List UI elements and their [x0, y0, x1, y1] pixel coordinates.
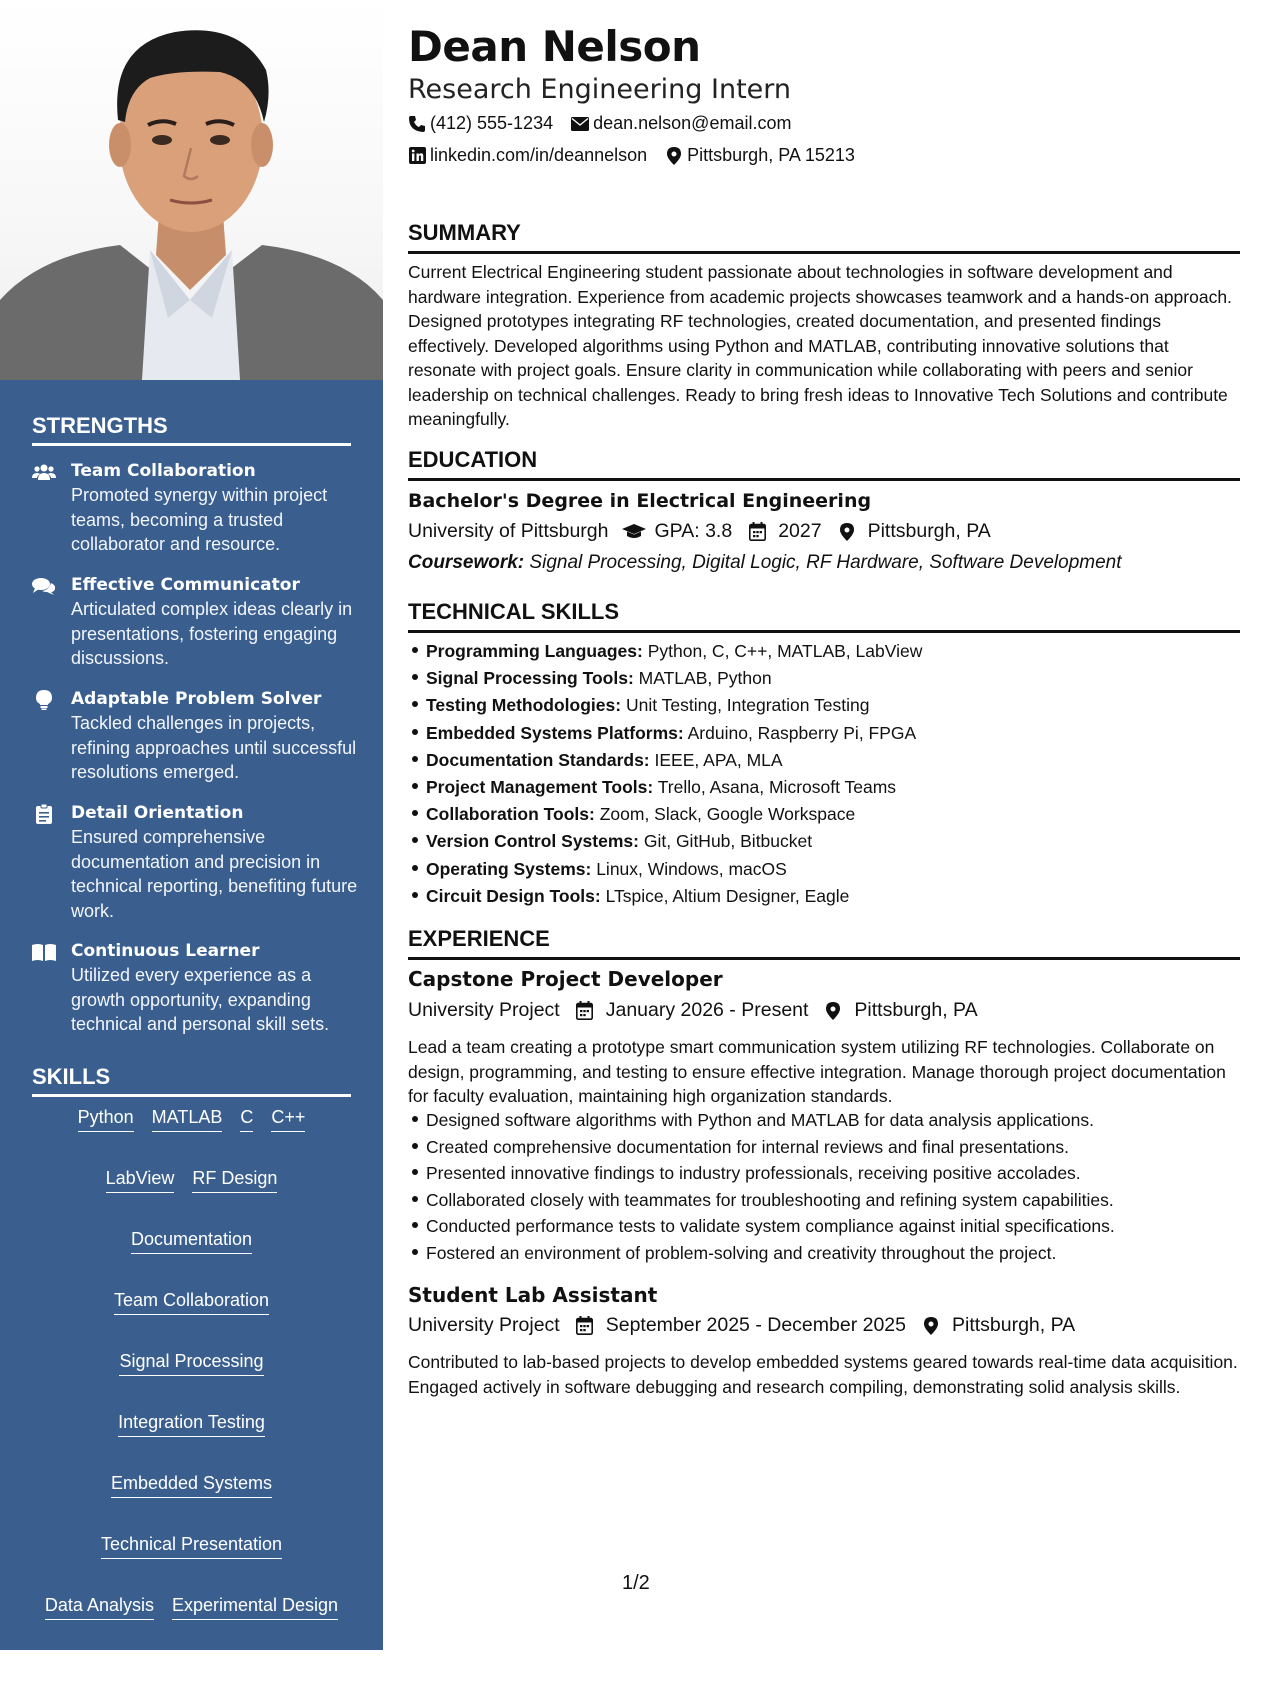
skill-tag: Team Collaboration	[114, 1288, 269, 1315]
education-location: Pittsburgh, PA	[867, 520, 991, 542]
list-item: Collaborated closely with teammates for troubleshooting and refining system capabilities.	[426, 1187, 1240, 1214]
list-item: Signal Processing Tools: MATLAB, Python	[426, 665, 1240, 692]
phone-number: (412) 555-1234	[430, 113, 554, 133]
list-item: Programming Languages: Python, C, C++, MATLAB, LabView	[426, 638, 1240, 665]
envelope-icon	[571, 115, 589, 133]
skill-tag: Documentation	[131, 1227, 252, 1254]
list-item: Version Control Systems: Git, GitHub, Bitbucket	[426, 828, 1240, 855]
skill-tag: Embedded Systems	[111, 1471, 272, 1498]
map-pin-icon	[822, 1001, 844, 1021]
location-contact	[665, 145, 855, 166]
map-pin-icon	[836, 522, 858, 542]
strength-title: Effective Communicator	[71, 575, 300, 595]
summary-text: Current Electrical Engineering student passionate about technologies in software development and hardware integration. Experience from academic projects showcases teamwork and a hands-on approach. Designed prototypes integrating RF technologies, created documentation, and presented findings effectively. Developed algorithms using Python and MATLAB, contributing innovative solutions that resonate with project goals. Ensure clarity in communication while collaborating with peers and senior leadership on technical challenges. Ready to bring fresh ideas to Innovative Tech Solutions and contribute meaningfully.	[408, 262, 1232, 429]
calendar-icon	[574, 1001, 596, 1021]
candidate-role: Research Engineering Intern	[408, 74, 792, 105]
linkedin-contact[interactable]	[408, 145, 647, 166]
degree-title: Bachelor's Degree in Electrical Engineering	[408, 490, 872, 512]
strength-item-detail-orientation	[32, 802, 362, 923]
strength-item-effective-communicator	[32, 574, 362, 671]
list-item: Embedded Systems Platforms: Arduino, Raspberry Pi, FPGA	[426, 720, 1240, 747]
skill-tag: C	[240, 1105, 253, 1132]
job-organization: University Project	[408, 1314, 560, 1336]
strength-description: Ensured comprehensive documentation and precision in technical reporting, benefiting future work.	[71, 827, 358, 921]
contact-row-2	[408, 145, 855, 166]
skill-tag: LabView	[106, 1166, 175, 1193]
coursework-line	[408, 552, 1122, 574]
list-item: Documentation Standards: IEEE, APA, MLA	[426, 747, 1240, 774]
list-item: Circuit Design Tools: LTspice, Altium Designer, Eagle	[426, 883, 1240, 910]
skill-tag: C++	[271, 1105, 305, 1132]
gpa: GPA: 3.8	[654, 520, 733, 542]
skill-tag: Integration Testing	[118, 1410, 265, 1437]
skill-tag: Signal Processing	[119, 1349, 263, 1376]
candidate-name: Dean Nelson	[408, 22, 701, 71]
list-item: Conducted performance tests to validate system compliance against initial specifications.	[426, 1213, 1240, 1240]
list-item: Designed software algorithms with Python and MATLAB for data analysis applications.	[426, 1107, 1240, 1134]
sidebar	[0, 0, 383, 1676]
job-title: Student Lab Assistant	[408, 1283, 658, 1307]
graduation-year: 2027	[778, 520, 822, 542]
skill-tag: Communication Skills	[105, 1654, 277, 1681]
job-summary: Contributed to lab-based projects to develop embedded systems geared towards real-time data acquisition. Engaged actively in software debugging and research compiling, demonstrating solid analysis skills.	[408, 1352, 1238, 1397]
strength-title: Continuous Learner	[71, 941, 260, 961]
strength-description: Articulated complex ideas clearly in presentations, fostering engaging discussions.	[71, 599, 353, 668]
page-number: 1/2	[622, 1572, 650, 1594]
coursework-list: Signal Processing, Digital Logic, RF Hardware, Software Development	[529, 552, 1122, 573]
summary-heading: SUMMARY	[408, 220, 1240, 254]
map-pin-icon	[920, 1316, 942, 1336]
linkedin-icon	[408, 147, 426, 165]
skill-tag: Data Analysis	[45, 1593, 154, 1620]
location-text: Pittsburgh, PA 15213	[687, 145, 855, 165]
strengths-heading: STRENGTHS	[32, 413, 351, 446]
strength-description: Utilized every experience as a growth opportunity, expanding technical and personal skill sets.	[71, 965, 330, 1034]
strength-item-team-collaboration	[32, 460, 362, 557]
job-bullets	[426, 1107, 1240, 1267]
users-icon	[32, 462, 56, 482]
job-dates: September 2025 - December 2025	[605, 1314, 906, 1336]
experience-heading: EXPERIENCE	[408, 926, 1240, 960]
phone-contact[interactable]	[408, 113, 553, 134]
calendar-icon	[574, 1316, 596, 1336]
school-name: University of Pittsburgh	[408, 520, 609, 542]
education-meta	[408, 520, 991, 543]
skill-tag: Python	[78, 1105, 134, 1132]
skills-heading: SKILLS	[32, 1064, 351, 1097]
skills-list	[32, 1105, 351, 1681]
strength-title: Adaptable Problem Solver	[71, 689, 322, 709]
map-pin-icon	[665, 147, 683, 165]
strength-title: Detail Orientation	[71, 803, 244, 823]
list-item: Operating Systems: Linux, Windows, macOS	[426, 856, 1240, 883]
strength-title: Team Collaboration	[71, 461, 256, 481]
list-item: Presented innovative findings to industry professionals, receiving positive accolades.	[426, 1160, 1240, 1187]
list-item: Testing Methodologies: Unit Testing, Integration Testing	[426, 692, 1240, 719]
list-item: Created comprehensive documentation for internal reviews and final presentations.	[426, 1134, 1240, 1161]
technical-skills-list	[426, 638, 1240, 910]
graduation-cap-icon	[623, 522, 645, 542]
strength-description: Promoted synergy within project teams, becoming a trusted collaborator and resource.	[71, 485, 328, 554]
strength-item-adaptable-problem-solver	[32, 688, 362, 785]
job-location: Pittsburgh, PA	[951, 1314, 1076, 1336]
skill-tag: RF Design	[192, 1166, 277, 1193]
skill-tag: Technical Presentation	[101, 1532, 282, 1559]
clipboard-icon	[32, 804, 56, 824]
contact-row	[408, 113, 791, 134]
lightbulb-icon	[32, 690, 56, 710]
strength-item-continuous-learner	[32, 940, 362, 1037]
list-item: Project Management Tools: Trello, Asana, Microsoft Teams	[426, 774, 1240, 801]
job-title: Capstone Project Developer	[408, 967, 723, 991]
coursework-label: Coursework:	[408, 552, 525, 573]
job-meta	[408, 999, 978, 1022]
skill-tag: Experimental Design	[172, 1593, 338, 1620]
job-location: Pittsburgh, PA	[854, 999, 978, 1021]
skill-tag: MATLAB	[152, 1105, 223, 1132]
phone-icon	[408, 115, 426, 133]
email-contact[interactable]	[571, 113, 791, 134]
education-heading: EDUCATION	[408, 447, 1240, 481]
strength-description: Tackled challenges in projects, refining approaches until successful resolutions emerged.	[71, 713, 357, 782]
list-item: Fostered an environment of problem-solving and creativity throughout the project.	[426, 1240, 1240, 1267]
comments-icon	[32, 576, 56, 596]
linkedin-url: linkedin.com/in/deannelson	[430, 145, 648, 165]
email-address: dean.nelson@email.com	[593, 113, 792, 133]
technical-skills-heading: TECHNICAL SKILLS	[408, 599, 1240, 633]
job-organization: University Project	[408, 999, 560, 1021]
job-meta	[408, 1314, 1075, 1337]
list-item: Collaboration Tools: Zoom, Slack, Google Workspace	[426, 801, 1240, 828]
job-summary: Lead a team creating a prototype smart communication system utilizing RF technologies. Collaborate on design, programming, and testing to ensure effective integration. Manage thorough project documentation for faculty evaluation, maintaining high organization standards.	[408, 1037, 1226, 1106]
calendar-icon	[746, 522, 768, 542]
profile-photo	[0, 0, 383, 380]
job-dates: January 2026 - Present	[605, 999, 809, 1021]
book-icon	[32, 942, 56, 962]
